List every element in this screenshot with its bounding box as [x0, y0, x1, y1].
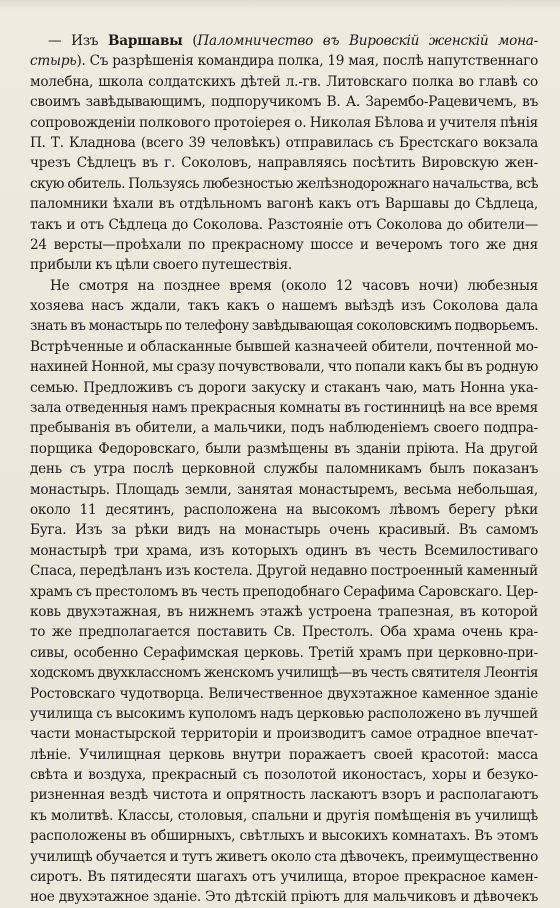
- article-line: сопровожденіи полкового протоіерея о. Николая Бѣлова и учителя пѣнія: [30, 114, 538, 131]
- article-line: 24 версты—проѣхали по прекрасному шоссе и вечеромъ того же дня: [30, 236, 538, 253]
- article-line: зала отведенныя намъ прекрасныя комнаты въ гостинницѣ на все время: [30, 400, 538, 417]
- article-line: къ молитвѣ. Классы, столовыя, спальни и другія помѣщенія въ училищѣ: [30, 807, 538, 824]
- article-line: паломники ѣхали въ отдѣльномъ вагонѣ какъ отъ Варшавы до Сѣдлеца,: [30, 196, 538, 213]
- article-line: П. Т. Кладнова (всего 39 человѣкъ) отправилась съ Брестскаго вокзала: [30, 134, 538, 151]
- article-line: чрезъ Сѣдлецъ въ г. Соколовъ, направляясь посѣтить Вировскую жен-: [30, 155, 538, 172]
- article-line: лѣніе. Училищная церковь внутри поражаетъ своей красотой: масса: [30, 746, 538, 763]
- article-line: ходскомъ двухклассномъ женскомъ училищѣ—въ честь святителя Леонтія: [30, 665, 539, 682]
- article-line: то же предполагается поставить Св. Престолъ. Оба храма очень кра-: [30, 624, 538, 641]
- paragraph-end-line: прибыли къ цѣли своего путешествія.: [30, 257, 292, 274]
- article-line: своимъ завѣдывающимъ, подпоручикомъ В. А. Зарембо-Рацевичемъ, въ: [30, 94, 538, 111]
- article-title-part1: Паломничество въ Вировскій женскій мона-: [197, 33, 539, 49]
- city-heading: Варшавы: [108, 33, 183, 49]
- article-line: ризненная вездѣ чистота и опрятность ласкаютъ взоръ и располагаютъ: [30, 787, 538, 804]
- article-line: около 11 десятинъ, расположена на высокомъ лѣвомъ берегу рѣки: [30, 501, 538, 518]
- article-line: училища съ высокимъ куполомъ надъ церковью расположено въ лучшей: [30, 705, 538, 722]
- article-line: свѣта и воздуха, прекрасный съ позолотой иконостасъ, хоры и безуко-: [30, 767, 538, 784]
- article-line: Ростовскаго чудотворца. Величественное двухэтажное каменное зданіе: [30, 685, 538, 702]
- article-line: [30, 51, 538, 71]
- article-line: Встрѣченные и обласканные бывшей казначеей обители, почтенной мо-: [30, 338, 538, 355]
- article-line: семью. Предложивъ съ дороги закуску и стаканъ чаю, мать Нонна ука-: [30, 379, 538, 396]
- article-lead-line: [30, 31, 538, 51]
- article-line: ное двухэтажное зданіе. Это дѣтскій пріютъ для мальчиковъ и дѣвочекъ: [30, 889, 538, 906]
- article-title-part2: стырь: [30, 53, 77, 70]
- article-line: сивы, особенно Серафимская церковь. Третій храмъ при церковно-при-: [30, 644, 538, 661]
- article-line: монастырь. Площадь земли, занятая монастыремъ, весьма небольшая,: [30, 481, 538, 498]
- article-line: молебна, школа солдатскихъ дѣтей л.-гв. Литовскаго полка во главѣ со: [30, 73, 538, 90]
- lead-paren: (: [182, 33, 198, 49]
- article-line: порщика Федоровскаго, были размѣщены въ зданіи пріюта. На другой: [30, 440, 538, 457]
- article-line: Спаса, передѣланъ изъ костела. Другой недавно построенный каменный: [30, 563, 538, 580]
- article-line: Буга. Изъ за рѣки видъ на монастырь очень красивый. Въ самомъ: [30, 522, 538, 539]
- article-line: расположены въ обширныхъ, свѣтлыхъ и высокихъ комнатахъ. Въ этомъ: [30, 828, 538, 845]
- paragraph-start-line: Не смотря на позднее время (около 12 часовъ ночи) любезныя: [50, 277, 538, 294]
- article-line: части монастырской территоріи и производитъ самое отрадное впечат-: [30, 726, 538, 743]
- article-line: училищѣ обучается и тутъ живетъ около ста дѣвочекъ, преимущественно: [30, 848, 538, 865]
- article-line: день съ утра послѣ церковной службы паломникамъ былъ показанъ: [30, 461, 538, 478]
- article-line: нахиней Нонной, мы сразу почувствовали, что попали какъ бы въ родную: [30, 359, 539, 376]
- article-line: ковь двухэтажная, въ нижнемъ этажѣ устроена трапезная, въ которой: [30, 603, 538, 620]
- article-line: знать въ монастырь по телефону завѣдывающая соколовскимъ подворьемъ.: [30, 318, 539, 335]
- article-line: такъ и отъ Сѣдлеца до Соколова. Разстояніе отъ Соколова до обители—: [30, 216, 538, 233]
- article-line: скую обитель. Пользуясь любезностью желѣзнодорожнаго начальства, всѣ: [30, 175, 539, 192]
- article-line: монастырѣ три храма, изъ которыхъ одинъ въ честь Всемилостиваго: [30, 542, 538, 559]
- article-line: храмъ съ престоломъ въ честь преподобнаго Серафима Саровскаго. Цер-: [30, 583, 538, 600]
- article-line: пребыванія въ обители, а мальчики, подъ наблюденіемъ своего подпра-: [30, 420, 538, 437]
- lead-after-title: ). Съ разрѣшенія командира полка, 19 мая, послѣ напутственнаго: [76, 53, 538, 70]
- article-line: сиротъ. Въ пятидесяти шагахъ отъ училища, второе прекрасное камен-: [30, 869, 538, 886]
- article-line: хозяева насъ ждали, такъ какъ о нашемъ выѣздѣ изъ Соколова дала: [30, 298, 538, 315]
- lead-dash: — Изъ: [48, 33, 109, 49]
